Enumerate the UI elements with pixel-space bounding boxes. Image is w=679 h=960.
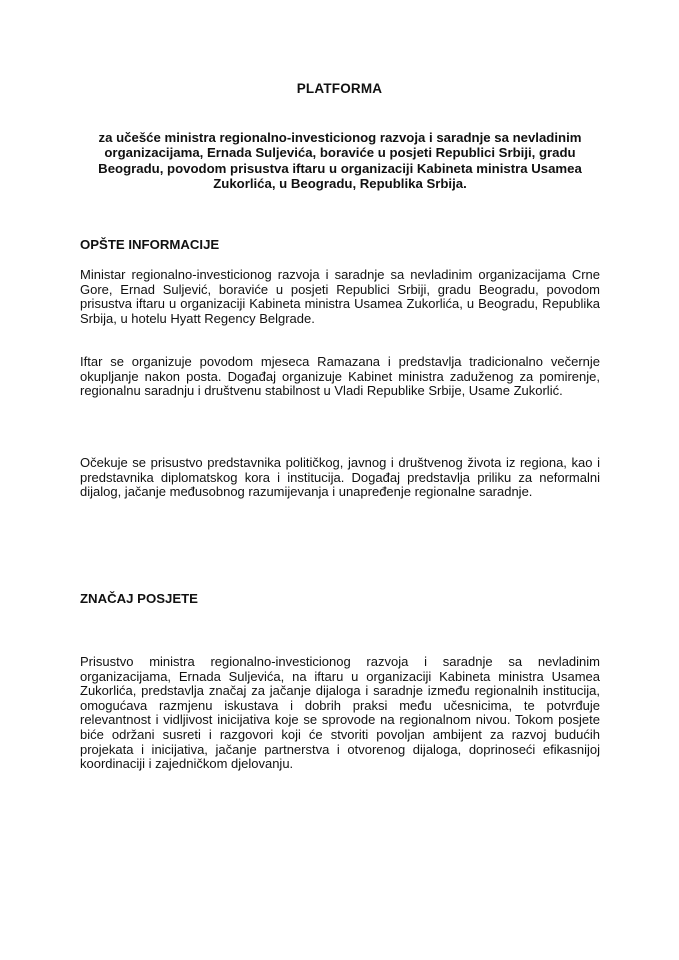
section-heading-significance: ZNAČAJ POSJETE (80, 591, 198, 606)
paragraph-general-info-2: Iftar se organizuje povodom mjeseca Ramazana i predstavlja tradicionalno večernje okupljanje nakon posta. Događaj organizuje Kabinet ministra zaduženog za pomirenje, regionalnu saradnju i društvenu stabilnost u Vladi Republike Srbije, Usame Zukorlić. (80, 354, 600, 399)
document-title: PLATFORMA (296, 81, 383, 96)
section-heading-general-info: OPŠTE INFORMACIJE (80, 237, 220, 252)
paragraph-general-info-1: Ministar regionalno-investicionog razvoja i saradnje sa nevladinim organizacijama Crne Gore, Ernad Suljević, boraviće u posjeti Republici Srbiji, gradu Beogradu, povodom prisustva iftaru u organizaciji Kabineta ministra Usamea Zukorlića, u Beogradu, Republika Srbija, u hotelu Hyatt Regency Belgrade. (80, 267, 600, 326)
paragraph-significance-1: Prisustvo ministra regionalno-investicionog razvoja i saradnje sa nevladinim organizacijama, Ernada Suljevića, na iftaru u organizaciji Kabineta ministra Usamea Zukorlića, predstavlja značaj za jačanje dijaloga i saradnje između regionalnih institucija, omogućava razmjenu iskustava i dobrih praksi među učesnicima, te potvrđuje relevantnost i vidljivost inicijativa koje se sprovode na regionalnom nivou. Tokom posjete biće održani susreti i razgovori koji će stvoriti povoljan ambijent za razvoj budućih projekata i inicijativa, jačanje partnerstva i otvorenog dijaloga, doprinoseći efikasnijoj koordinaciji i zajedničkom djelovanju. (80, 654, 600, 772)
paragraph-general-info-3: Očekuje se prisustvo predstavnika političkog, javnog i društvenog života iz regiona, kao i predstavnika diplomatskog kora i institucija. Događaj predstavlja priliku za neformalni dijalog, jačanje međusobnog razumijevanja i unapređenje regionalne saradnje. (80, 455, 600, 500)
document-subtitle: za učešće ministra regionalno-investicionog razvoja i saradnje sa nevladinim organizacijama, Ernada Suljevića, boraviće u posjeti Republici Srbiji, gradu Beogradu, povodom prisustva iftaru u organizaciji Kabineta ministra Usamea Zukorlića, u Beogradu, Republika Srbija. (98, 130, 582, 192)
